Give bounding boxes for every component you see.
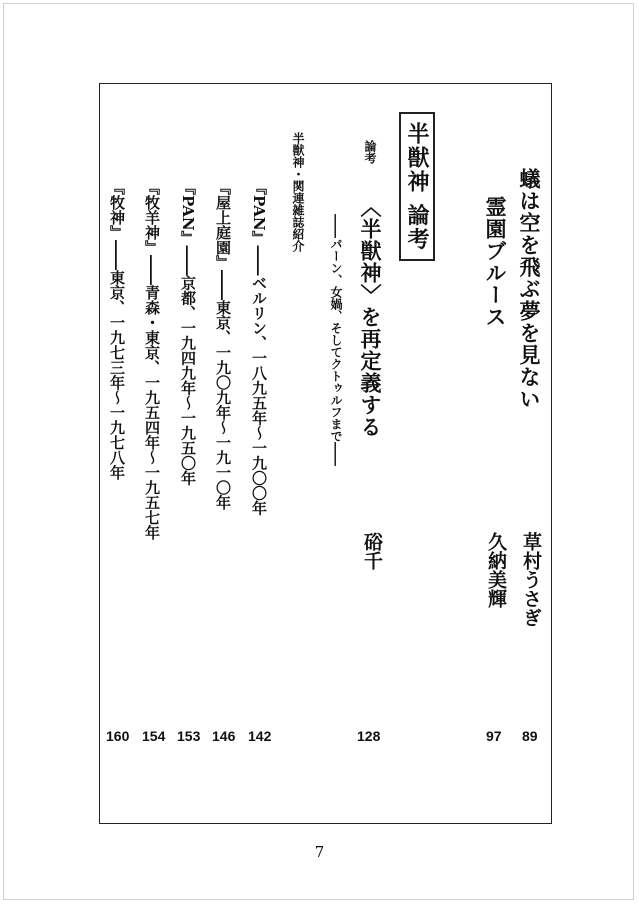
entry-page-reien: 97: [486, 728, 502, 744]
magazine-desc: ――青森・東京、一九五四年～一九五七年: [143, 255, 161, 540]
toc-frame: [99, 83, 552, 824]
entry-title-dragonfly: 蟻は空を飛ぶ夢を見ない: [517, 168, 542, 410]
entry-author-dragonfly: 草村うさぎ: [520, 532, 542, 627]
essay-label: 論考: [363, 140, 377, 164]
section-title: 半獣神 論考: [404, 122, 430, 252]
essay-page: 128: [357, 728, 381, 744]
magazine-desc: ――京都、一九四九年～一九五〇年: [179, 245, 197, 486]
essay-author: 硲千: [361, 532, 383, 570]
magazine-desc: ――東京、一九七三年～一九七八年: [108, 240, 126, 480]
magazine-item: [109, 180, 124, 480]
folio-page-number: 7: [314, 843, 325, 861]
magazine-desc: ――東京、一九〇九年～一九一〇年: [214, 270, 232, 510]
magazine-page: 154: [142, 728, 166, 744]
magazine-page: 146: [212, 728, 236, 744]
magazine-item: [215, 180, 230, 510]
essay-subtitle: ――パーン、女媧、そしてクトゥルフまで――: [329, 214, 343, 466]
magazine-item: [251, 180, 266, 516]
magazine-title: 『牧羊神』: [143, 180, 161, 255]
entry-title-reien: 霊園ブルース: [483, 196, 508, 328]
magazine-page: 142: [248, 728, 272, 744]
magazines-heading: 半獣神・関連雑誌紹介: [291, 132, 305, 252]
magazine-title: 『PAN』: [250, 180, 268, 246]
magazine-item: [144, 180, 159, 540]
magazine-page: 160: [106, 728, 130, 744]
magazine-item: [180, 180, 195, 486]
essay-title: 〈半獣神〉を再定義する: [358, 196, 383, 438]
magazine-title: 『PAN』: [179, 180, 197, 246]
magazine-title: 『屋上庭園』: [214, 180, 232, 270]
magazine-desc: ――ベルリン、一八九五年～一九〇〇年: [250, 245, 268, 516]
entry-page-dragonfly: 89: [522, 728, 538, 744]
magazine-title: 『牧神』: [108, 180, 126, 240]
section-title-box: [399, 112, 435, 261]
magazine-page: 153: [177, 728, 201, 744]
entry-author-reien: 久納美輝: [485, 532, 507, 608]
